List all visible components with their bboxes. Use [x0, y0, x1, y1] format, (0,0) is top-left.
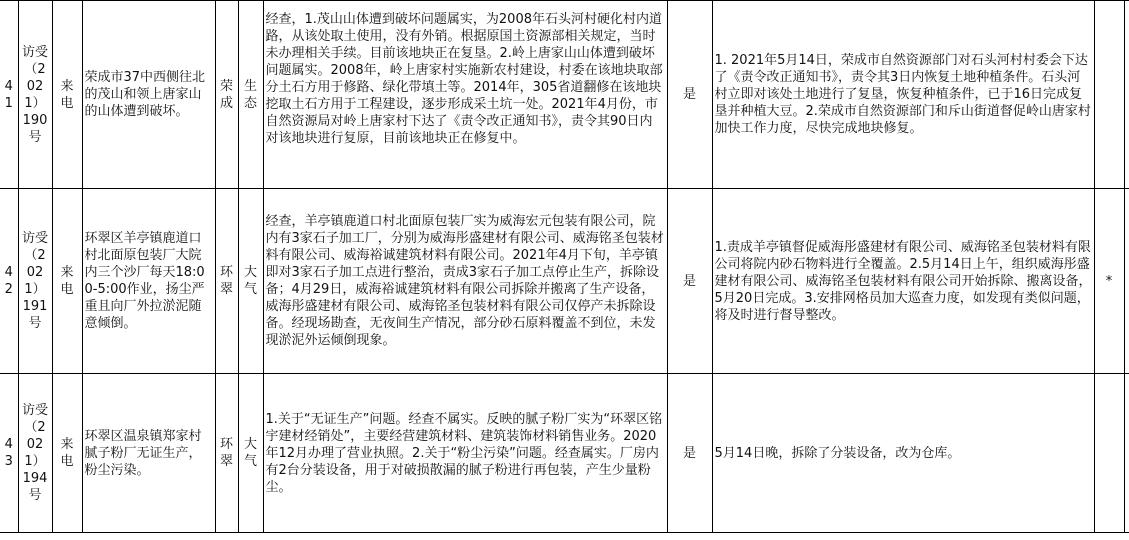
- source: 来电: [52, 1, 82, 189]
- verified-status: 是: [667, 374, 712, 533]
- investigation-finding: 经查，羊亭镇鹿道口村北面原包装厂实为威海宏元包装有限公司，院内有3家石子加工厂，分别为威海彤盛建材有限公司、威海铭圣包装材料有限公司、威海裕诚建筑材料有限公司。2021年4月下旬，羊亭镇即对3家石子加工点进行整治，责成3家石子加工点停止生产，拆除设备；4月29日，威海裕诚建筑材料有限公司拆除并搬离了生产设备，威海彤盛建材有限公司、威海铭圣包装材料有限公司仅停产未拆除设备。经现场勘查，无夜间生产情况，部分砂石原料覆盖不到位，未发现淤泥外运倾倒现象。: [263, 189, 667, 374]
- source: 来电: [52, 189, 82, 374]
- source: 来电: [52, 374, 82, 533]
- table-row: [0, 374, 1129, 533]
- complaint-description: 环翠区温泉镇郑家村腻子粉厂无证生产，粉尘污染。: [82, 374, 215, 533]
- verified-status: 是: [667, 1, 712, 189]
- trailing-cell: [1124, 374, 1129, 533]
- mark: *: [1094, 189, 1124, 374]
- complaint-description: 荣成市37中西侧往北的茂山和领上唐家山的山体遭到破坏。: [82, 1, 215, 189]
- category: 大气: [238, 189, 263, 374]
- district: 环翠: [215, 189, 238, 374]
- district: 环翠: [215, 374, 238, 533]
- table-row: [0, 189, 1129, 374]
- investigation-finding: 1.关于“无证生产”问题。经查不属实。反映的腻子粉厂实为“环翠区铭宇建材经销处”，主要经营建筑材料、建筑装饰材料销售业务。2020年12月办理了营业执照。2.关于“粉尘污染”问题。经查属实。厂房内有2台分装设备，用于对破损散漏的腻子粉进行再包装，产生少量粉尘。: [263, 374, 667, 533]
- case-id: 访受（2021）191号: [18, 189, 52, 374]
- mark: [1094, 1, 1124, 189]
- category: 生态: [238, 1, 263, 189]
- row-index: 43: [0, 374, 18, 533]
- row-index: 41: [0, 1, 18, 189]
- trailing-cell: [1124, 189, 1129, 374]
- investigation-finding: 经查，1.茂山山体遭到破坏问题属实，为2008年石头河村硬化村内道路，从该处取土使用，没有外销。根据原国土资源部相关规定，当时未办理相关手续。目前该地块正在复垦。2.岭上唐家山山体遭到破坏问题属实。2008年，岭上唐家村实施新农村建设，村委在该地块取部分土石方用于修路、绿化带填土等。2014年，305省道翻修在该地块挖取土石方用于工程建设，逐步形成采土坑一处。2021年4月份，市自然资源局对岭上唐家村下达了《责令改正通知书》，责令其90日内对该地块进行复原，目前该地块正在修复中。: [263, 1, 667, 189]
- table-row: [0, 1, 1129, 189]
- category: 大气: [238, 374, 263, 533]
- verified-status: 是: [667, 189, 712, 374]
- trailing-cell: [1124, 1, 1129, 189]
- rectification-measures: 1.责成羊亭镇督促威海彤盛建材有限公司、威海铭圣包装材料有限公司将院内砂石物料进行全覆盖。2.5月14日上午，组织威海彤盛建材有限公司、威海铭圣包装材料有限公司开始拆除、搬离设备，5月20日完成。3.安排网格员加大巡查力度，如发现有类似问题，将及时进行督导整改。: [712, 189, 1094, 374]
- rectification-measures: 5月14日晚，拆除了分装设备，改为仓库。: [712, 374, 1094, 533]
- rectification-measures: 1. 2021年5月14日，荣成市自然资源部门对石头河村村委会下达了《责令改正通知书》，责令其3日内恢复土地种植条件。石头河村立即对该处土地进行了复垦，恢复种植条件，已于16日完成复垦并种植大豆。2.荣成市自然资源部门和斥山街道督促岭山唐家村加快工作力度，尽快完成地块修复。: [712, 1, 1094, 189]
- complaint-description: 环翠区羊亭镇鹿道口村北面原包装厂大院内三个沙厂每天18:00-5:00作业，扬尘严重且向厂外拉淤泥随意倾倒。: [82, 189, 215, 374]
- row-index: 42: [0, 189, 18, 374]
- case-id: 访受（2021）194号: [18, 374, 52, 533]
- mark: [1094, 374, 1124, 533]
- case-id: 访受（2021）190号: [18, 1, 52, 189]
- district: 荣成: [215, 1, 238, 189]
